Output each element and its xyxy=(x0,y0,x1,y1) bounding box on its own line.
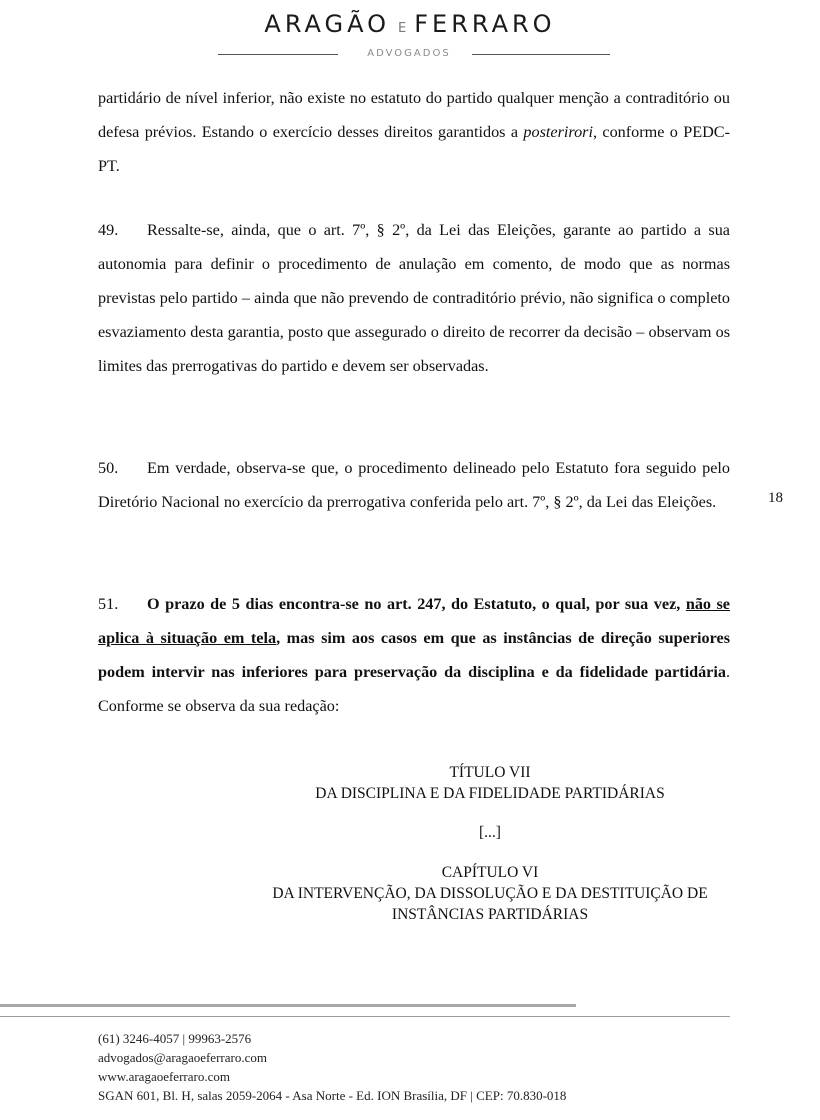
firm-subtitle: ADVOGADOS xyxy=(367,48,451,59)
firm-name-left: ARAGÃO xyxy=(264,10,391,38)
footer-address: SGAN 601, Bl. H, salas 2059-2064 - Asa Norte - Ed. ION Brasília, DF | CEP: 70.830-018 xyxy=(98,1088,567,1103)
footer-phone: (61) 3246-4057 | 99963-2576 xyxy=(98,1031,252,1046)
paragraph-number: 49. xyxy=(98,221,119,239)
paragraph-number: 50. xyxy=(98,459,119,477)
subtitle-rule-right xyxy=(472,54,610,55)
quote-chapter-block xyxy=(230,862,750,925)
quote-chapter-line-3: INSTÂNCIAS PARTIDÁRIAS xyxy=(391,906,589,923)
quote-chapter-line-2: DA INTERVENÇÃO, DA DISSOLUÇÃO E DA DESTITUIÇÃO DE xyxy=(272,885,708,902)
firm-subtitle-row xyxy=(218,48,610,62)
footer-website: www.aragaoeferraro.com xyxy=(98,1069,230,1084)
bold-text: O prazo de 5 dias encontra-se no art. 247, do Estatuto, o qual, por sua vez, xyxy=(147,595,686,613)
quote-chapter-line-1: CAPÍTULO VI xyxy=(441,864,539,881)
paragraph-number: 51. xyxy=(98,595,119,613)
italic-term: posterirori xyxy=(523,123,593,141)
quote-ellipsis-block xyxy=(230,822,750,843)
footer-email: advogados@aragaoeferraro.com xyxy=(98,1050,267,1065)
quote-title-line-1: TÍTULO VII xyxy=(449,764,531,781)
firm-name-right: FERRARO xyxy=(414,10,556,38)
page-number: 18 xyxy=(768,490,783,506)
paragraph-continued xyxy=(98,81,730,183)
quote-title-block xyxy=(230,762,750,804)
paragraph-text: Ressalte-se, ainda, que o art. 7º, § 2º, da Lei das Eleições, garante ao partido a sua autonomia para definir o procedimento de anulação em comento, de modo que as normas previstas pelo partido – ainda que não prevendo de contraditório prévio, não significa o completo esvaziamento desta garantia, posto que assegurado o direito de recorrer da decisão – observam os limites das prerrogativas do partido e devem ser observadas. xyxy=(98,221,730,375)
paragraph-text: partidário de nível inferior, não existe no estatuto do partido qualquer menção a contraditório ou defesa prévios. Estando o exercício desses direitos garantidos a xyxy=(98,89,730,141)
footer-rule-thick xyxy=(0,1004,576,1007)
paragraph-text: Em verdade, observa-se que, o procedimento delineado pelo Estatuto fora seguido pelo Diretório Nacional no exercício da prerrogativa conferida pelo art. 7º, § 2º, da Lei das Eleições. xyxy=(98,459,730,511)
subtitle-rule-left xyxy=(218,54,338,55)
footer-rule-thin xyxy=(0,1016,730,1017)
paragraph-text: . Conforme se observa da sua redação: xyxy=(98,663,730,715)
paragraph-50 xyxy=(98,451,730,519)
paragraph-text-end: , conforme o PEDC-PT. xyxy=(98,123,730,175)
letterhead xyxy=(0,10,820,70)
bold-underlined-text: não se aplica à situação em tela xyxy=(98,595,730,647)
bold-text-cont: , mas sim aos casos em que as instâncias de direção superiores podem intervir nas inferiores para preservação da disciplina e da fidelidade partidária xyxy=(98,629,730,681)
firm-name-conjunction: E xyxy=(398,21,407,36)
paragraph-51 xyxy=(98,587,730,723)
quote-title-line-2: DA DISCIPLINA E DA FIDELIDADE PARTIDÁRIAS xyxy=(315,785,665,802)
firm-name xyxy=(0,10,820,38)
footer-contact xyxy=(98,1029,566,1105)
paragraph-49 xyxy=(98,213,730,383)
quote-ellipsis: [...] xyxy=(479,824,501,841)
